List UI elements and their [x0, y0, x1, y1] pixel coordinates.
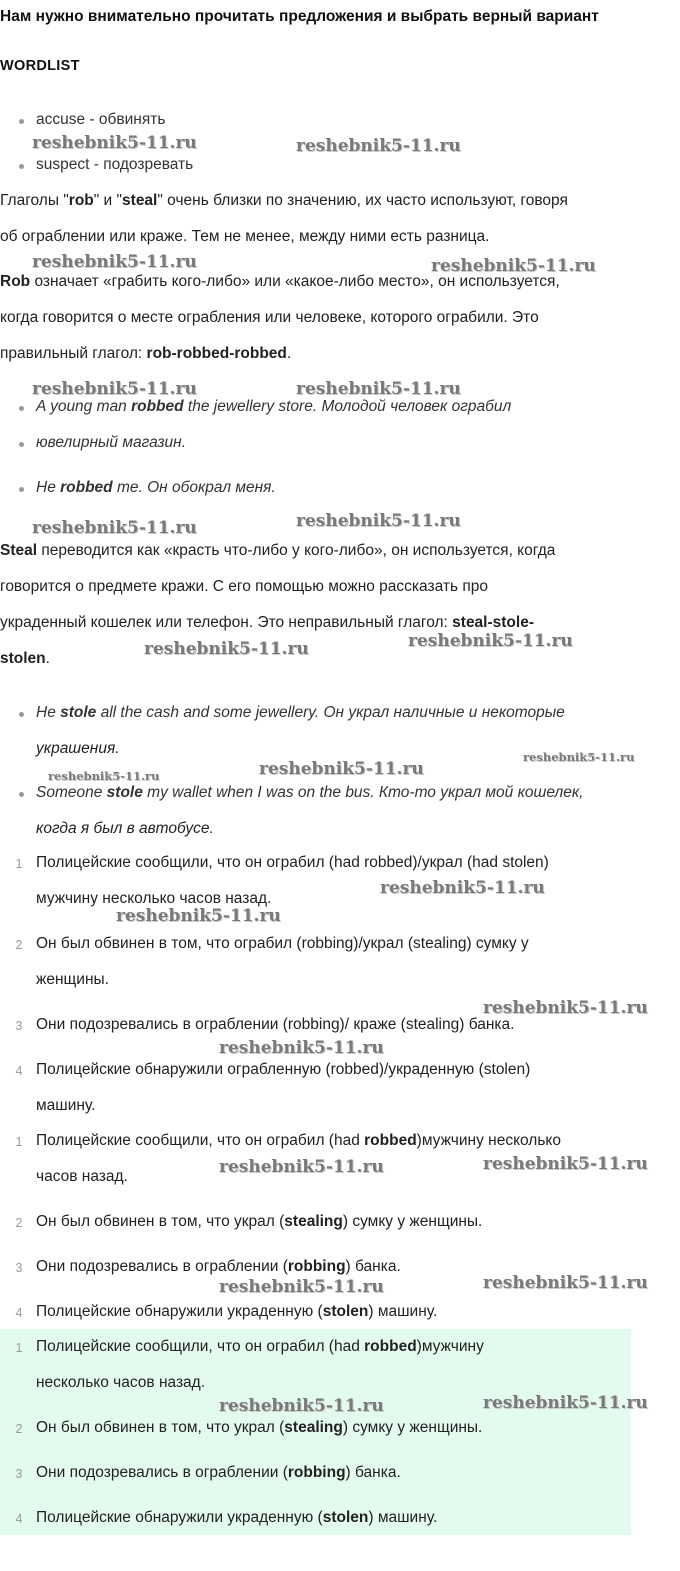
answer-item-1-line-1: Полицейские сообщили, что он ограбил (had robbed)мужчину [36, 1338, 484, 1355]
rob-definition-line-2: когда говорится о месте ограбления или человеке, которого ограбили. Это [0, 309, 539, 326]
answer-number: 3 [15, 1467, 23, 1481]
task-item-1-line-2: мужчину несколько часов назад. [36, 890, 272, 907]
watermark: reshebnik5-11.ru [296, 511, 461, 531]
steal-example-2: Someone stole my wallet when I was on the bus. Кто-то украл мой кошелек, [36, 784, 584, 801]
watermark: reshebnik5-11.ru [32, 518, 197, 538]
answer-item-4: Полицейские обнаружили украденную (stolen) машину. [36, 1509, 438, 1526]
wordlist-item: accuse - обвинять [36, 111, 166, 128]
watermark: reshebnik5-11.ru [431, 256, 596, 276]
solution-item-1-line-2: часов назад. [36, 1168, 128, 1185]
answer-number: 4 [15, 1512, 23, 1526]
wordlist-title: WORDLIST [0, 58, 80, 74]
steal-example-2-line-2: когда я был в автобусе. [36, 820, 214, 837]
watermark: reshebnik5-11.ru [219, 1396, 384, 1416]
watermark: reshebnik5-11.ru [483, 998, 648, 1018]
watermark: reshebnik5-11.ru [219, 1157, 384, 1177]
task-item-2-line-1: Он был обвинен в том, что ограбил (robbing)/украл (stealing) сумку у [36, 935, 529, 952]
task-heading: Нам нужно внимательно прочитать предложения и выбрать верный вариант [0, 8, 599, 25]
watermark: reshebnik5-11.ru [296, 136, 461, 156]
task-number: 3 [15, 1019, 23, 1033]
rob-example-2: He robbed me. Он обокрал меня. [36, 479, 276, 496]
task-number: 1 [15, 857, 23, 871]
solution-number: 1 [15, 1135, 23, 1149]
steal-example-1-line-2: украшения. [36, 740, 120, 757]
steal-definition-line-2: говорится о предмете кражи. С его помощью можно рассказать про [0, 578, 488, 595]
wordlist-item: suspect - подозревать [36, 156, 194, 173]
watermark: reshebnik5-11.ru [523, 750, 635, 764]
intro-line-1: Глаголы "rob" и "steal" очень близки по значению, их часто используют, говоря [0, 192, 568, 209]
solution-number: 3 [15, 1261, 23, 1275]
task-item-1-line-1: Полицейские сообщили, что он ограбил (had robbed)/украл (had stolen) [36, 854, 549, 871]
watermark: reshebnik5-11.ru [219, 1038, 384, 1058]
task-item-4-line-2: машину. [36, 1097, 96, 1114]
intro-line-2: об ограблении или краже. Тем не менее, между ними есть разница. [0, 228, 490, 245]
rob-example-1: A young man robbed the jewellery store. Молодой человек ограбил [36, 398, 512, 415]
task-item-2-line-2: женщины. [36, 971, 109, 988]
watermark: reshebnik5-11.ru [116, 906, 281, 926]
answer-number: 2 [15, 1422, 23, 1436]
solution-number: 2 [15, 1216, 23, 1230]
watermark: reshebnik5-11.ru [483, 1154, 648, 1174]
watermark: reshebnik5-11.ru [408, 631, 573, 651]
watermark: reshebnik5-11.ru [32, 252, 197, 272]
rob-definition-line-3: правильный глагол: rob-robbed-robbed. [0, 345, 292, 362]
watermark: reshebnik5-11.ru [144, 639, 309, 659]
task-number: 2 [15, 938, 23, 952]
answer-number: 1 [15, 1341, 23, 1355]
watermark: reshebnik5-11.ru [259, 759, 424, 779]
watermark: reshebnik5-11.ru [483, 1393, 648, 1413]
answer-item-3: Они подозревались в ограблении (robbing) банка. [36, 1464, 401, 1481]
solution-number: 4 [15, 1306, 23, 1320]
steal-definition-line-1: Steal переводится как «красть что-либо у кого-либо», он используется, когда [0, 542, 556, 559]
watermark: reshebnik5-11.ru [380, 878, 545, 898]
watermark: reshebnik5-11.ru [32, 379, 197, 399]
steal-definition-line-4: stolen. [0, 650, 50, 667]
watermark: reshebnik5-11.ru [32, 133, 197, 153]
task-number: 4 [15, 1064, 23, 1078]
solution-item-2: Он был обвинен в том, что украл (stealing) сумку у женщины. [36, 1213, 483, 1230]
steal-definition-line-3: украденный кошелек или телефон. Это неправильный глагол: steal-stole- [0, 614, 534, 631]
answer-item-1-line-2: несколько часов назад. [36, 1374, 206, 1391]
watermark: reshebnik5-11.ru [48, 769, 160, 783]
watermark: reshebnik5-11.ru [296, 379, 461, 399]
solution-item-4: Полицейские обнаружили украденную (stolen) машину. [36, 1303, 438, 1320]
rob-definition-line-1: Rob означает «грабить кого-либо» или «какое-либо место», он используется, [0, 273, 560, 290]
watermark: reshebnik5-11.ru [483, 1273, 648, 1293]
answer-item-2: Он был обвинен в том, что украл (stealing) сумку у женщины. [36, 1419, 483, 1436]
steal-example-1: He stole all the cash and some jewellery. Он украл наличные и некоторые [36, 704, 565, 721]
solution-item-3: Они подозревались в ограблении (robbing) банка. [36, 1258, 401, 1275]
task-item-3-line-1: Они подозревались в ограблении (robbing)/ краже (stealing) банка. [36, 1016, 515, 1033]
watermark: reshebnik5-11.ru [219, 1277, 384, 1297]
solution-item-1-line-1: Полицейские сообщили, что он ограбил (had robbed)мужчину несколько [36, 1132, 561, 1149]
rob-example-1-line-2: ювелирный магазин. [36, 434, 187, 451]
task-item-4-line-1: Полицейские обнаружили ограбленную (robbed)/украденную (stolen) [36, 1061, 531, 1078]
